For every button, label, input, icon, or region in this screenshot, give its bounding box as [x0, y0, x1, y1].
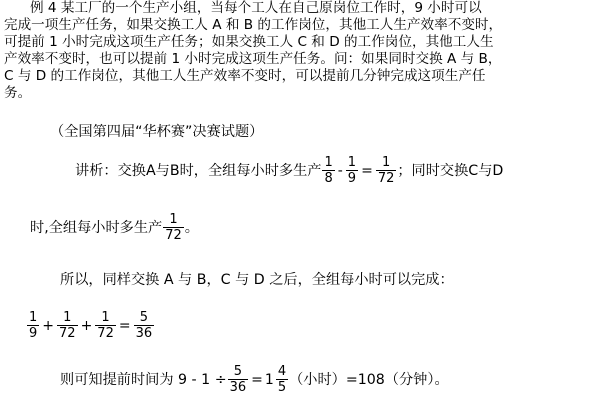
sum-equation: [26, 310, 155, 341]
equals-sign: =: [118, 317, 131, 334]
fraction: $\frac{1}{9}$: [347, 155, 357, 186]
fraction: $\frac{1}{72}$: [377, 155, 395, 186]
plus-sign: +: [80, 317, 93, 334]
fraction: $\frac{1}{9}$: [29, 310, 38, 341]
problem-line: 可提前 1 小时完成这项生产任务；如果交换工人 C 和 D 的工作岗位，其他工人生: [4, 34, 494, 50]
fraction: $\frac{1}{72}$: [97, 310, 114, 341]
minus-sign: -: [337, 162, 343, 179]
analysis-text: ；同时交换C与D: [397, 162, 504, 179]
fraction: $\frac{5}{36}$: [229, 364, 247, 395]
problem-source: （全国第四届“华杯赛”决赛试题）: [50, 124, 264, 140]
equals-sign: =: [361, 162, 373, 179]
problem-line: 完成一项生产任务，如果交换工人 A 和 B 的工作岗位，其他工人生产效率不变时，: [4, 17, 503, 33]
problem-line: 务。: [4, 85, 32, 101]
analysis-text: 。: [184, 219, 199, 236]
problem-statement: [4, 0, 502, 102]
analysis-line-2: [30, 212, 199, 243]
fraction: $\frac{1}{72}$: [59, 310, 76, 341]
problem-line: C 与 D 的工作岗位，其他工人生产效率不变时，可以提前几分钟完成这项生产任: [4, 68, 486, 84]
equals-sign: =: [251, 371, 263, 388]
analysis-text: 时,全组每小时多生产: [30, 219, 163, 236]
problem-line: 产效率不变时，也可以提前 1 小时完成这项生产任务。问：如果同时交换 A 与 B，: [4, 51, 502, 67]
problem-line: 例 4 某工厂的一个生产小组，当每个工人在自己原岗位工作时，9 小时可以: [30, 0, 482, 16]
analysis-line-1: [75, 155, 503, 186]
mixed-number: 1 $\frac{4}{5}$: [264, 364, 287, 395]
fraction: $\frac{1}{72}$: [165, 212, 182, 243]
fraction: $\frac{1}{8}$: [324, 155, 333, 186]
fraction: $\frac{5}{36}$: [135, 310, 153, 341]
final-text: 则可知提前时间为 9 - 1 ÷: [60, 371, 227, 388]
final-text: （小时）=108（分钟）。: [289, 371, 449, 388]
conclusion-text: 所以，同样交换 A 与 B，C 与 D 之后，全组每小时可以完成：: [60, 272, 454, 288]
plus-sign: +: [42, 317, 55, 334]
analysis-text: 讲析：交换A与B时，全组每小时多生产: [75, 162, 322, 179]
final-line: [60, 364, 449, 395]
